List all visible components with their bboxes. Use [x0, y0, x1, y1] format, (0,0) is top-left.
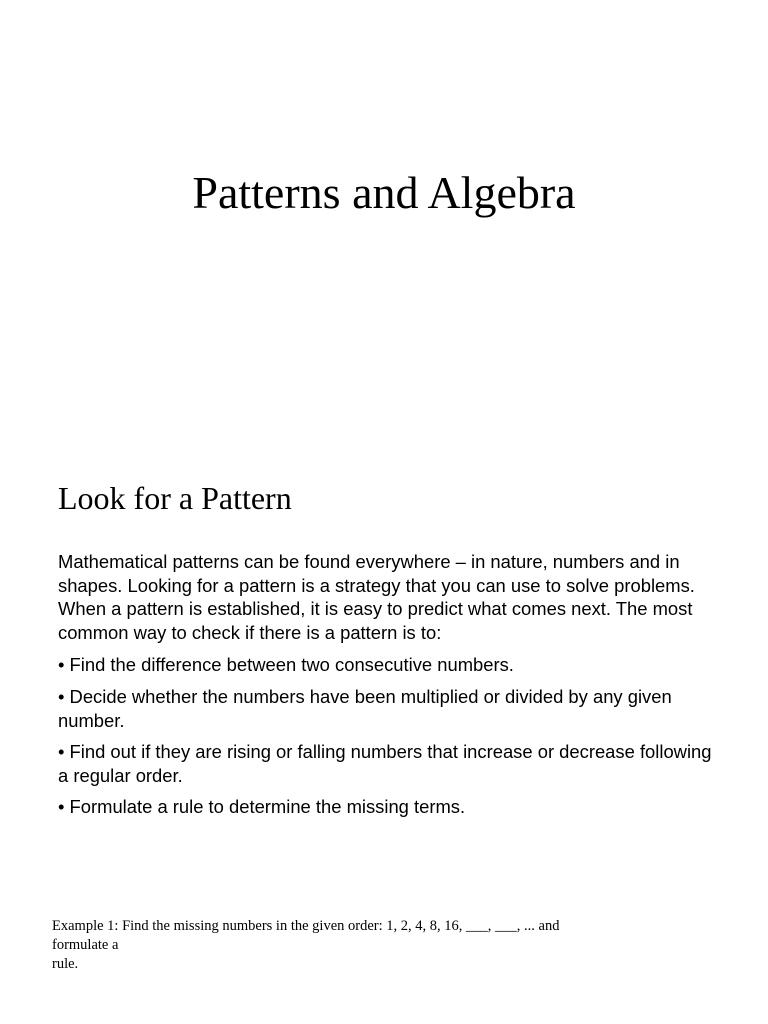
section-heading: Look for a Pattern [58, 480, 292, 516]
example-line: formulate a [52, 937, 119, 953]
example-text [52, 917, 559, 974]
bullet-item: • Find the difference between two consecutive numbers. [58, 654, 514, 675]
example-line: Example 1: Find the missing numbers in the given order: 1, 2, 4, 8, 16, ___, ___, ... and [52, 918, 560, 934]
bullet-item: • Find out if they are rising or falling numbers that increase or decrease following a regular order. [58, 741, 712, 786]
intro-paragraph: Mathematical patterns can be found everywhere – in nature, numbers and in shapes. Looking for a pattern is a strategy that you can use to solve problems. When a pattern is established, it is easy to predict what comes next. The most common way to check if there is a pattern is to: [58, 551, 695, 643]
bullet-item: • Decide whether the numbers have been multiplied or divided by any given number. [58, 686, 672, 731]
bullet-item: • Formulate a rule to determine the missing terms. [58, 796, 466, 817]
page-title: Patterns and Algebra [192, 167, 576, 218]
example-line: rule. [52, 956, 79, 972]
